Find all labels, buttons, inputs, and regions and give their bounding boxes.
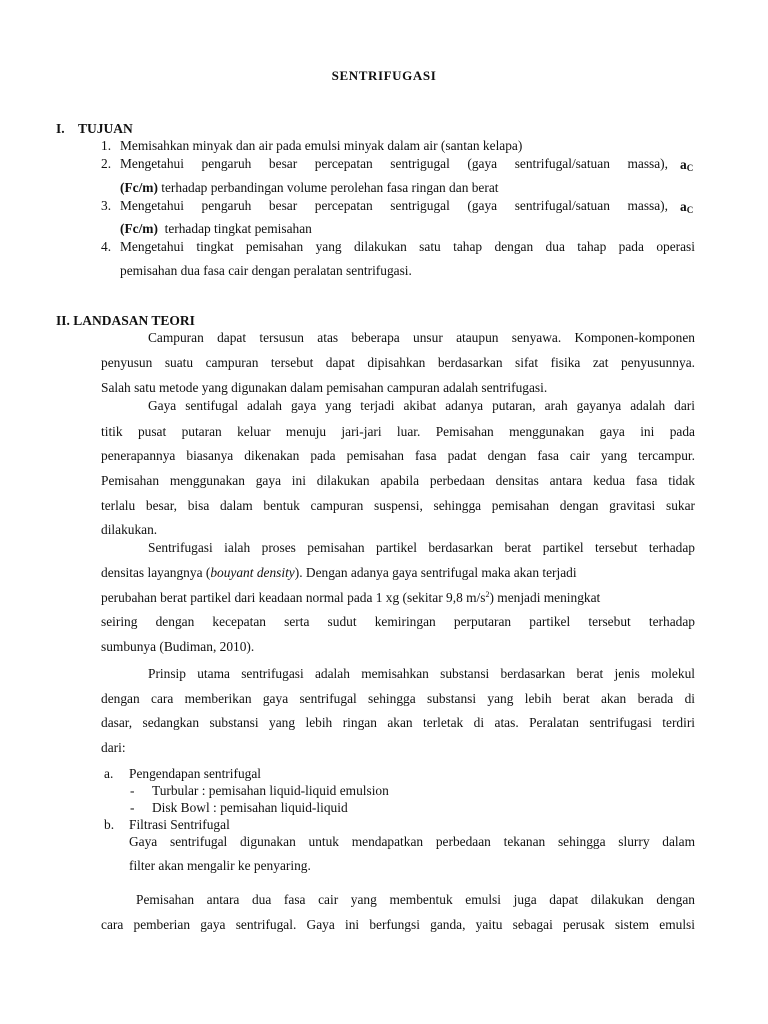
p1-line-3: Salah satu metode yang digunakan dalam pemisahan campuran adalah sentrifugasi.: [101, 380, 548, 395]
p3-line-3-a: perubahan berat partikel dari keadaan normal pada 1 xg (sekitar 9,8 m/s: [101, 590, 486, 605]
p4-line-1: Prinsip utama sentrifugasi adalah memisahkan substansi berdasarkan berat jenis molekul: [148, 666, 695, 681]
list-a-sub-2-text: Disk Bowl : pemisahan liquid-liquid: [152, 800, 348, 815]
tujuan-item-3-line-1: Mengetahui pengaruh besar percepatan sentrigugal (gaya sentrifugal/satuan massa),: [120, 198, 668, 213]
acceleration-symbol-2-a: a: [680, 199, 687, 214]
p2-line-3: penerapannya biasanya dikenakan pada pemisahan fasa padat dengan fasa cair yang tercampur.: [101, 448, 695, 463]
acceleration-symbol: [680, 157, 693, 176]
p2-line-5: terlalu besar, bisa dalam bentuk campuran suspensi, sehingga pemisahan dengan gravitasi sukar: [101, 498, 695, 513]
document-title: SENTRIFUGASI: [331, 68, 437, 83]
p3-line-2: [101, 565, 695, 581]
section-1-number: I.: [56, 121, 65, 136]
tujuan-item-2-line-2-text: terhadap perbandingan volume perolehan fasa ringan dan berat: [157, 180, 499, 195]
tujuan-item-3-line-2-text: terhadap tingkat pemisahan: [157, 221, 312, 236]
tujuan-item-1-number: 1.: [101, 138, 112, 153]
tujuan-item-3-number: 3.: [101, 198, 112, 213]
p2-line-1: Gaya sentifugal adalah gaya yang terjadi akibat adanya putaran, arah gayanya adalah dari: [148, 398, 695, 413]
p5-line-1: Pemisahan antara dua fasa cair yang membentuk emulsi juga dapat dilakukan dengan: [136, 892, 695, 907]
bouyant-density-term: bouyant density: [210, 565, 295, 580]
p4-line-3: dasar, sedangkan substansi yang lebih ringan akan terletak di atas. Peralatan sentrifugasi terdiri: [101, 715, 695, 730]
acceleration-symbol-a: a: [680, 157, 687, 172]
fcm-label-2: (Fc/m): [120, 221, 158, 236]
section-1-title: TUJUAN: [78, 121, 133, 136]
list-b-line-1: Gaya sentrifugal digunakan untuk mendapatkan perbedaan tekanan sehingga slurry dalam: [129, 834, 695, 849]
p3-line-2-content: [101, 565, 577, 581]
fcm-label: (Fc/m): [120, 180, 158, 195]
p4-line-2: dengan cara memberikan gaya sentrifugal sehingga substansi yang lebih berat akan berada di: [101, 691, 695, 706]
tujuan-item-2-line-1: Mengetahui pengaruh besar percepatan sentrigugal (gaya sentrifugal/satuan massa),: [120, 156, 668, 171]
p5-line-2: cara pemberian gaya sentrifugal. Gaya ini berfungsi ganda, yaitu sebagai perusak sistem emulsi: [101, 917, 695, 932]
section-2-title: LANDASAN TEORI: [73, 313, 195, 328]
p3-line-3: [101, 590, 600, 606]
p3-line-3-sup: 2: [485, 590, 490, 599]
tujuan-item-3-line-2: [120, 221, 312, 237]
tujuan-item-2-number: 2.: [101, 156, 112, 171]
p3-line-1: Sentrifugasi ialah proses pemisahan partikel berdasarkan berat partikel tersebut terhadap: [148, 540, 695, 555]
acceleration-symbol-2-sub: C: [686, 205, 694, 215]
section-2-heading: [56, 313, 195, 329]
list-a-sub-1-marker: -: [130, 783, 135, 798]
tujuan-item-4-line-1: Mengetahui tingkat pemisahan yang dilakukan satu tahap dengan dua tahap pada operasi: [120, 239, 695, 254]
p3-line-3-b: ) menjadi meningkat: [489, 590, 601, 605]
list-b-marker: b.: [104, 817, 115, 832]
list-b-label: Filtrasi Sentrifugal: [129, 817, 230, 832]
p2-line-2: titik pusat putaran keluar menuju jari-jari luar. Pemisahan menggunakan gaya ini pada: [101, 424, 695, 439]
p3-line-2-b: ). Dengan adanya gaya sentrifugal maka akan terjadi: [294, 565, 577, 580]
p1-line-1: Campuran dapat tersusun atas beberapa unsur ataupun senyawa. Komponen-komponen: [148, 330, 695, 345]
p3-line-2-a: densitas layangnya (: [101, 565, 211, 580]
tujuan-item-4-line-2: pemisahan dua fasa cair dengan peralatan sentrifugasi.: [120, 263, 412, 278]
p1-line-2: penyusun suatu campuran tersebut dapat dipisahkan berdasarkan sifat fisika zat penyusunnya.: [101, 355, 695, 370]
list-a-sub-1-text: Turbular : pemisahan liquid-liquid emulsion: [152, 783, 389, 798]
p3-line-5: sumbunya (Budiman, 2010).: [101, 639, 255, 654]
section-1-heading: [56, 121, 133, 137]
section-2-number: II.: [56, 313, 70, 328]
p2-line-6: dilakukan.: [101, 522, 158, 537]
tujuan-item-2-line-2: [120, 180, 499, 196]
tujuan-item-1-text: Memisahkan minyak dan air pada emulsi minyak dalam air (santan kelapa): [120, 138, 523, 153]
acceleration-symbol-2: [680, 199, 693, 218]
list-a-marker: a.: [104, 766, 114, 781]
acceleration-symbol-sub: C: [686, 163, 694, 173]
list-b-line-2: filter akan mengalir ke penyaring.: [129, 858, 311, 873]
p2-line-4: Pemisahan menggunakan gaya ini dilakukan apabila perbedaan densitas antara kedua fasa tidak: [101, 473, 695, 488]
tujuan-item-4-number: 4.: [101, 239, 112, 254]
p3-line-4: seiring dengan kecepatan serta sudut kemiringan perputaran partikel tersebut terhadap: [101, 614, 695, 629]
list-a-sub-2-marker: -: [130, 800, 135, 815]
p4-line-4: dari:: [101, 740, 126, 755]
list-a-label: Pengendapan sentrifugal: [129, 766, 262, 781]
